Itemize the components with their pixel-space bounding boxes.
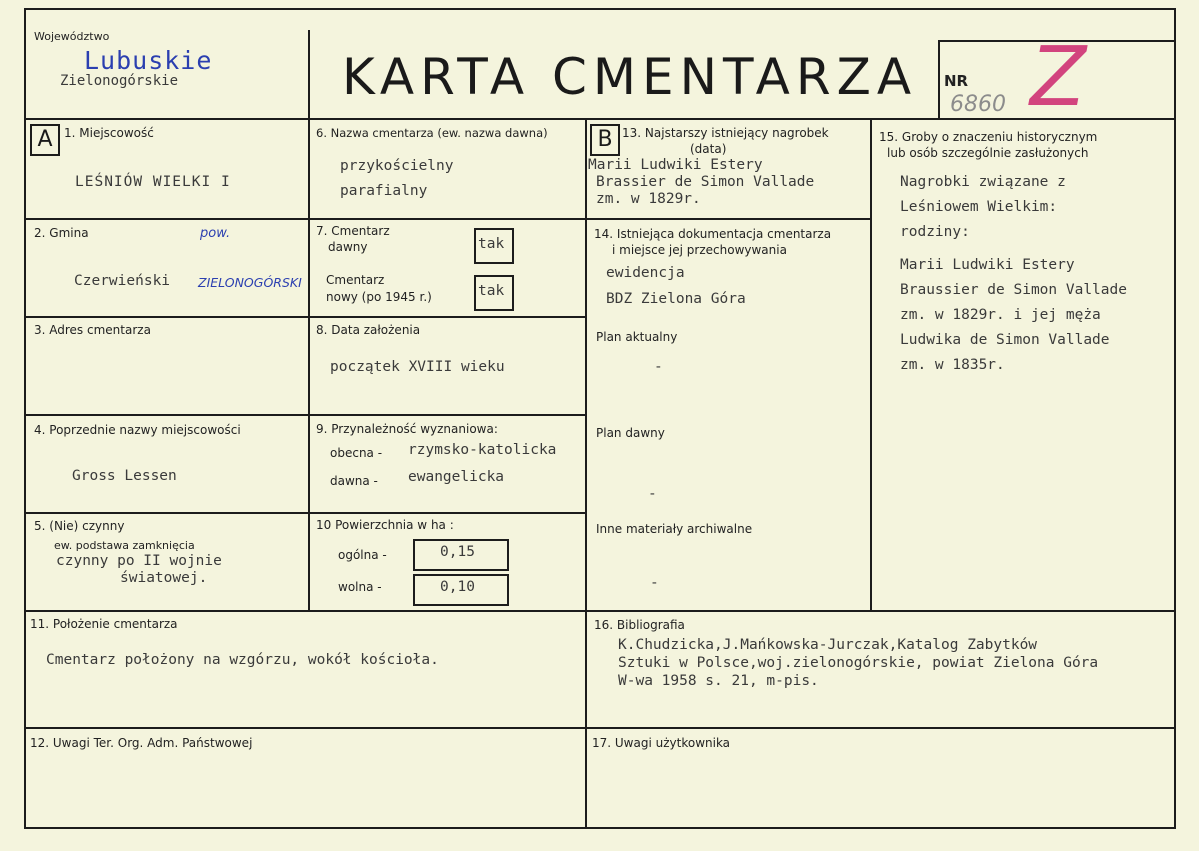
nr-handwritten: 6860 — [950, 92, 1006, 117]
field-14-label-2: i miejsce jej przechowywania — [612, 243, 787, 257]
field-8-value: początek XVIII wieku — [330, 359, 505, 375]
plan-old-label: Plan dawny — [596, 426, 665, 440]
field-2-hand-value: ZIELONOGÓRSKI — [198, 275, 302, 290]
field-9-label: 9. Przynależność wyznaniowa: — [316, 422, 498, 436]
field-15-label-2: lub osób szczególnie zasłużonych — [887, 146, 1089, 160]
field-11-label: 11. Położenie cmentarza — [30, 617, 178, 631]
field-2-value: Czerwieński — [74, 273, 171, 289]
border-right — [1174, 8, 1176, 829]
field-2-label: 2. Gmina — [34, 226, 89, 240]
nr-box-left — [938, 40, 940, 120]
section-b-badge: B — [590, 124, 620, 156]
voivodeship-stamp: Lubuskie — [84, 46, 213, 75]
field-15-line-1: Nagrobki związane z — [900, 174, 1066, 190]
voivodeship-label: Województwo — [34, 30, 110, 43]
field-14-label-1: 14. Istniejąca dokumentacja cmentarza — [594, 227, 832, 241]
rule-col1 — [308, 30, 310, 610]
field-13-value-3: zm. w 1829r. — [596, 191, 701, 207]
nr-label: NR — [944, 72, 969, 90]
field-1-label: 1. Miejscowość — [64, 126, 154, 140]
field-10-free-value: 0,10 — [440, 579, 475, 595]
rule-col2 — [585, 118, 587, 828]
rule-row4 — [24, 512, 586, 514]
field-5-label: 5. (Nie) czynny — [34, 519, 125, 533]
field-7-new-label-2: nowy (po 1945 r.) — [326, 290, 432, 304]
voivodeship-old: Zielonogórskie — [60, 73, 179, 89]
nr-letter: Z — [1030, 30, 1087, 125]
field-14-value-1: ewidencja — [606, 265, 685, 281]
field-15-line-9: zm. w 1835r. — [900, 357, 1005, 373]
field-16-line-2: Sztuki w Polsce,woj.zielonogórskie, powiat Zielona Góra — [618, 655, 1099, 671]
field-3-label: 3. Adres cmentarza — [34, 323, 151, 337]
rule-row6 — [24, 727, 1176, 729]
rule-header — [24, 118, 1176, 120]
field-5-sublabel: ew. podstawa zamknięcia — [54, 539, 195, 552]
field-5-value-1: czynny po II wojnie — [56, 553, 222, 569]
page-title: KARTA CMENTARZA — [342, 48, 918, 106]
field-2-hand-top: pow. — [200, 226, 231, 241]
field-16-label: 16. Bibliografia — [594, 618, 685, 632]
field-7-new-value: tak — [478, 283, 505, 299]
border-top — [24, 8, 1176, 10]
field-10-free-label: wolna - — [338, 580, 382, 594]
field-16-line-3: W-wa 1958 s. 21, m-pis. — [618, 673, 819, 689]
field-9-current-value: rzymsko-katolicka — [408, 442, 557, 458]
field-7-old-value: tak — [478, 236, 505, 252]
border-bottom — [24, 827, 1176, 829]
rule-row1 — [24, 218, 872, 220]
field-15-line-8: Ludwika de Simon Vallade — [900, 332, 1110, 348]
field-7-old-label-1: 7. Cmentarz — [316, 224, 390, 238]
field-6-value-1: przykościelny — [340, 158, 454, 174]
rule-row5 — [24, 610, 1176, 612]
other-materials-label: Inne materiały archiwalne — [596, 522, 753, 536]
plan-current-label: Plan aktualny — [596, 330, 678, 344]
field-7-old-label-2: dawny — [328, 240, 368, 254]
field-15-line-6: Braussier de Simon Vallade — [900, 282, 1127, 298]
field-16-line-1: K.Chudzicka,J.Mańkowska-Jurczak,Katalog Zabytków — [618, 637, 1038, 653]
field-15-line-2: Leśniowem Wielkim: — [900, 199, 1058, 215]
rule-row3 — [24, 414, 586, 416]
field-10-label: 10 Powierzchnia w ha : — [316, 518, 454, 532]
field-10-total-label: ogólna - — [338, 548, 387, 562]
field-1-value: LEŚNIÓW WIELKI I — [75, 174, 231, 190]
field-4-value: Gross Lessen — [72, 468, 177, 484]
field-15-line-7: zm. w 1829r. i jej męża — [900, 307, 1101, 323]
field-15-line-5: Marii Ludwiki Estery — [900, 257, 1075, 273]
field-13-value-2: Brassier de Simon Vallade — [596, 174, 815, 190]
field-9-current-label: obecna - — [330, 446, 383, 460]
field-15-label-1: 15. Groby o znaczeniu historycznym — [879, 130, 1098, 144]
field-6-label: 6. Nazwa cmentarza (ew. nazwa dawna) — [316, 126, 548, 140]
field-9-former-value: ewangelicka — [408, 469, 505, 485]
field-8-label: 8. Data założenia — [316, 323, 421, 337]
field-13-value-1: Marii Ludwiki Estery — [588, 157, 763, 173]
field-5-value-2: światowej. — [120, 570, 208, 586]
field-11-value: Cmentarz położony na wzgórzu, wokół kościoła. — [46, 652, 439, 668]
other-materials-value: - — [650, 575, 659, 591]
field-14-value-2: BDZ Zielona Góra — [606, 291, 746, 307]
field-7-new-label-1: Cmentarz — [326, 273, 385, 287]
rule-col3 — [870, 118, 872, 612]
field-13-label-2: (data) — [690, 142, 727, 156]
rule-row2 — [24, 316, 586, 318]
field-9-former-label: dawna - — [330, 474, 378, 488]
border-left — [24, 8, 26, 829]
field-10-total-value: 0,15 — [440, 544, 475, 560]
field-17-label: 17. Uwagi użytkownika — [592, 736, 731, 750]
field-15-line-3: rodziny: — [900, 224, 970, 240]
field-6-value-2: parafialny — [340, 183, 428, 199]
field-13-label-1: 13. Najstarszy istniejący nagrobek — [622, 126, 829, 140]
plan-old-value: - — [648, 486, 657, 502]
section-a-badge: A — [30, 124, 60, 156]
plan-current-value: - — [654, 359, 663, 375]
field-12-label: 12. Uwagi Ter. Org. Adm. Państwowej — [30, 736, 253, 750]
field-4-label: 4. Poprzednie nazwy miejscowości — [34, 423, 241, 437]
